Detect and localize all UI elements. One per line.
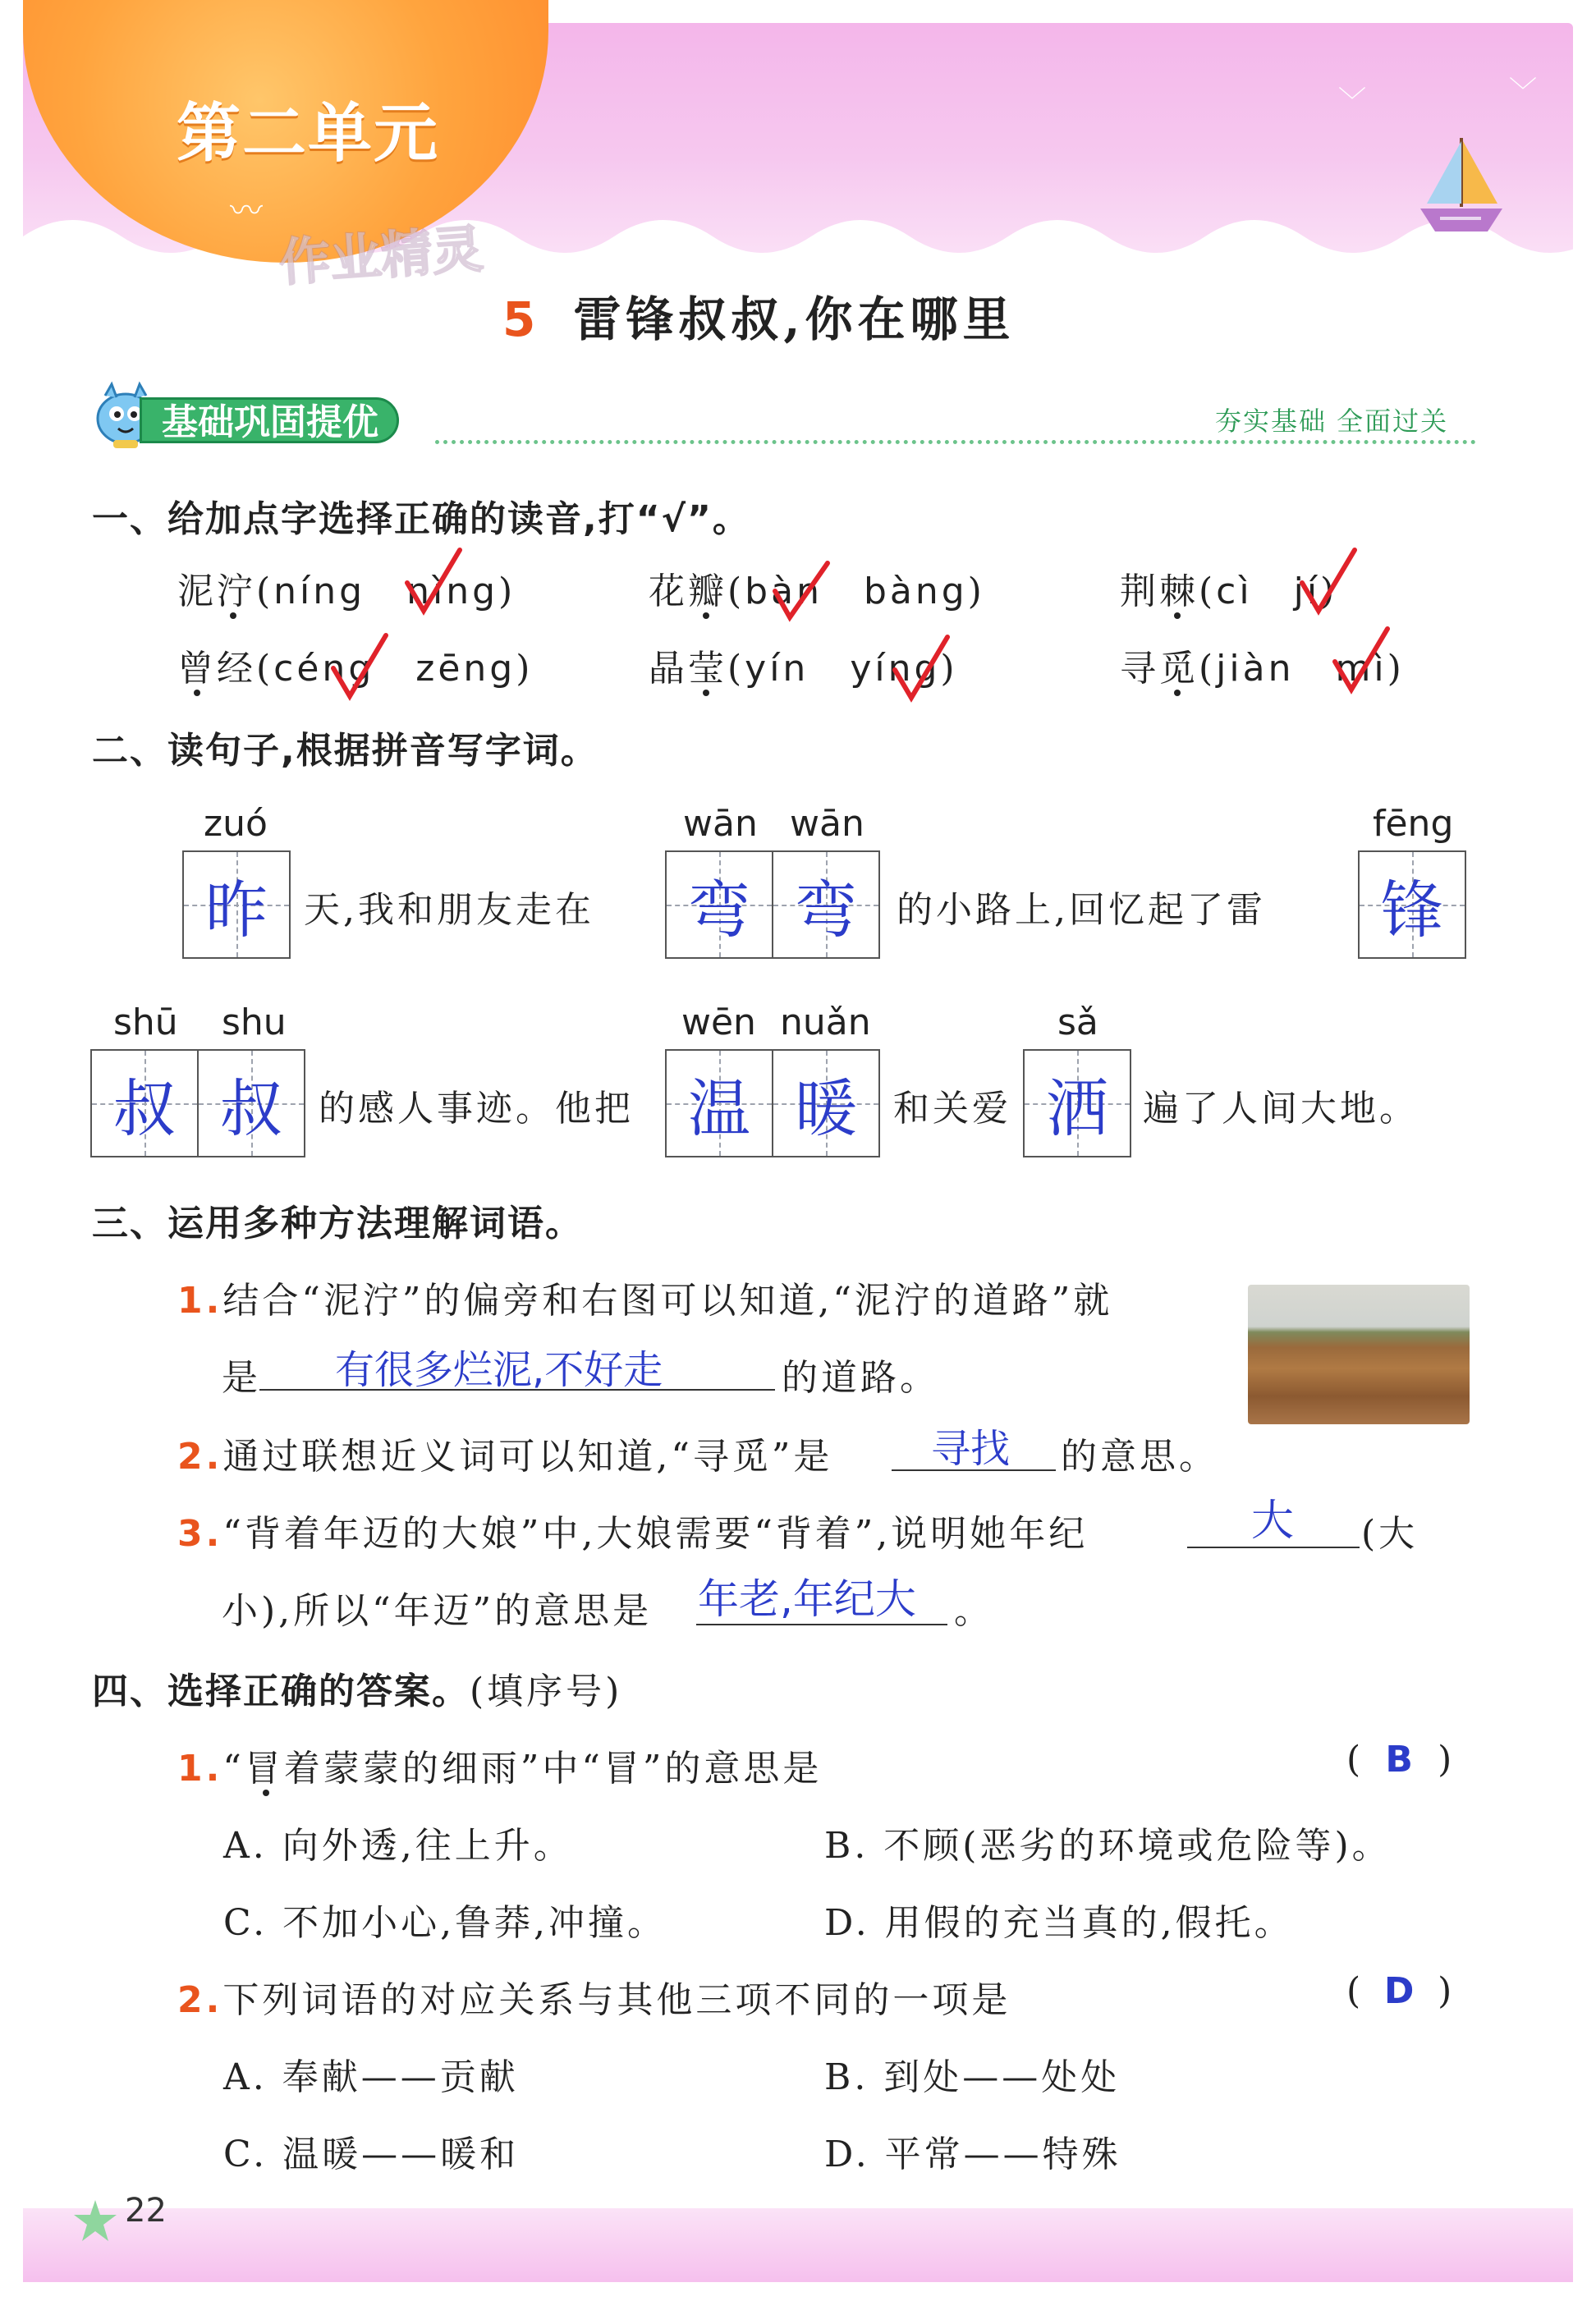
sentence-text: 天,我和朋友走在	[304, 889, 594, 931]
lesson-title-text: 雷锋叔叔,你在哪里	[573, 291, 1016, 347]
wave-icon: 〰	[230, 192, 263, 230]
option: A. 奉献——贡献	[223, 2056, 519, 2098]
page-number: 22	[125, 2192, 167, 2230]
lesson-title	[502, 281, 1016, 350]
emphasis-dot	[230, 612, 236, 619]
checkmark-icon	[1330, 624, 1396, 698]
checkmark-icon	[402, 545, 468, 619]
q4-item-1-stem: 1.“冒着蒙蒙的细雨”中“冒”的意思是	[177, 1748, 823, 1790]
emphasis-dot	[703, 612, 709, 619]
checkmark-icon	[328, 630, 394, 704]
checkmark-icon	[770, 558, 836, 624]
q1-item-3: 荆棘(cì jí)	[1120, 571, 1338, 612]
q2-heading: 二、读句子,根据拼音写字词。	[92, 730, 598, 772]
sentence-text: 和关爱	[893, 1088, 1011, 1130]
bird-icon: ﹀	[1509, 76, 1537, 108]
section-slogan: 夯实基础 全面过关	[1215, 406, 1449, 437]
q3-item-3-line2-suffix: 。	[954, 1590, 993, 1632]
writing-box[interactable]: 洒	[1023, 1049, 1131, 1157]
lesson-number: 5	[502, 291, 541, 347]
handwritten-answer: 大	[1251, 1497, 1295, 1546]
q4-item-2-stem: 2.下列词语的对应关系与其他三项不同的一项是	[177, 1979, 1011, 2021]
option: C. 温暖——暖和	[223, 2134, 520, 2175]
answer-bracket: ( B )	[1346, 1739, 1456, 1781]
q3-item-3-line1-suffix: (大	[1361, 1513, 1419, 1555]
handwritten-answer: 寻找	[931, 1426, 1011, 1472]
pinyin: wān	[790, 803, 864, 845]
emphasis-dot	[1174, 690, 1181, 696]
pinyin: wān	[683, 803, 758, 845]
sentence-text: 的小路上,回忆起了雷	[897, 889, 1266, 931]
unit-title: 第二单元	[177, 97, 440, 171]
writing-box[interactable]: 锋	[1358, 850, 1466, 959]
emphasis-dot	[1174, 612, 1181, 619]
option: B. 到处——处处	[824, 2056, 1121, 2098]
pinyin: fēng	[1373, 803, 1454, 845]
q1-item-4: 曾经(céng zēng)	[177, 648, 534, 690]
dotted-divider	[435, 440, 1476, 444]
q3-item-3-line1: 3.“背着年迈的大娘”中,大娘需要“背着”,说明她年纪	[177, 1513, 1089, 1555]
option: D. 用假的充当真的,假托。	[824, 1902, 1294, 1944]
q3-item-1-line2-suffix: 的道路。	[782, 1357, 939, 1399]
q4-heading: 四、选择正确的答案。(填序号)	[92, 1671, 623, 1712]
pinyin: zuó	[204, 803, 268, 845]
pinyin: nuǎn	[780, 1002, 871, 1043]
sailboat-icon	[1412, 131, 1511, 238]
q1-heading: 一、给加点字选择正确的读音,打“√”。	[92, 498, 750, 540]
writing-box[interactable]: 弯	[665, 850, 773, 959]
watermark: 作业精灵	[277, 218, 485, 293]
handwritten-answer: B	[1385, 1739, 1416, 1781]
writing-box[interactable]: 叔	[197, 1049, 305, 1157]
q3-item-3-line2-prefix: 小),所以“年迈”的意思是	[222, 1590, 653, 1632]
writing-box[interactable]: 暖	[772, 1049, 880, 1157]
q1-item-6: 寻觅(jiàn mì)	[1120, 648, 1405, 690]
q1-item-1: 泥泞(níng nìng)	[177, 571, 516, 612]
option: B. 不顾(恶劣的环境或危险等)。	[824, 1825, 1392, 1867]
emphasis-dot	[263, 1790, 269, 1796]
writing-box[interactable]: 昨	[182, 850, 291, 959]
pinyin: sǎ	[1057, 1002, 1098, 1043]
q3-item-1-line2-prefix: 是	[222, 1357, 261, 1399]
sentence-text: 的感人事迹。他把	[319, 1088, 634, 1130]
q3-item-1-line1: 1.结合“泥泞”的偏旁和右图可以知道,“泥泞的道路”就	[177, 1280, 1113, 1322]
pinyin: shū	[113, 1002, 178, 1043]
q1-item-2: 花瓣(bàn bàng)	[649, 571, 985, 612]
checkmark-icon	[1297, 545, 1363, 619]
section-banner: 基础巩固提优	[140, 397, 399, 443]
writing-box[interactable]: 弯	[772, 850, 880, 959]
option: D. 平常——特殊	[824, 2134, 1121, 2175]
q3-heading: 三、运用多种方法理解词语。	[92, 1203, 583, 1244]
emphasis-dot	[194, 690, 200, 696]
checkmark-icon	[890, 632, 956, 706]
answer-bracket: ( D )	[1346, 1970, 1456, 2012]
q3-item-2: 2.通过联想近义词可以知道,“寻觅”是	[177, 1436, 833, 1478]
writing-box[interactable]: 叔	[90, 1049, 199, 1157]
writing-box[interactable]: 温	[665, 1049, 773, 1157]
star-icon	[71, 2197, 120, 2246]
pinyin: wēn	[681, 1002, 756, 1043]
muddy-road-photo	[1248, 1285, 1470, 1424]
handwritten-answer: 有很多烂泥,不好走	[335, 1347, 663, 1393]
sentence-text: 遍了人间大地。	[1143, 1088, 1419, 1130]
handwritten-answer: D	[1383, 1970, 1418, 2012]
emphasis-dot	[703, 690, 709, 696]
option: A. 向外透,往上升。	[223, 1825, 573, 1867]
pinyin: shu	[222, 1002, 287, 1043]
q1-item-5: 晶莹(yín yíng)	[649, 648, 958, 690]
q3-item-2-suffix: 的意思。	[1061, 1436, 1218, 1478]
bird-icon: ﹀	[1338, 85, 1366, 118]
footer-band	[23, 2208, 1573, 2282]
handwritten-answer: 年老,年纪大	[698, 1575, 916, 1623]
option: C. 不加小心,鲁莽,冲撞。	[223, 1902, 667, 1944]
